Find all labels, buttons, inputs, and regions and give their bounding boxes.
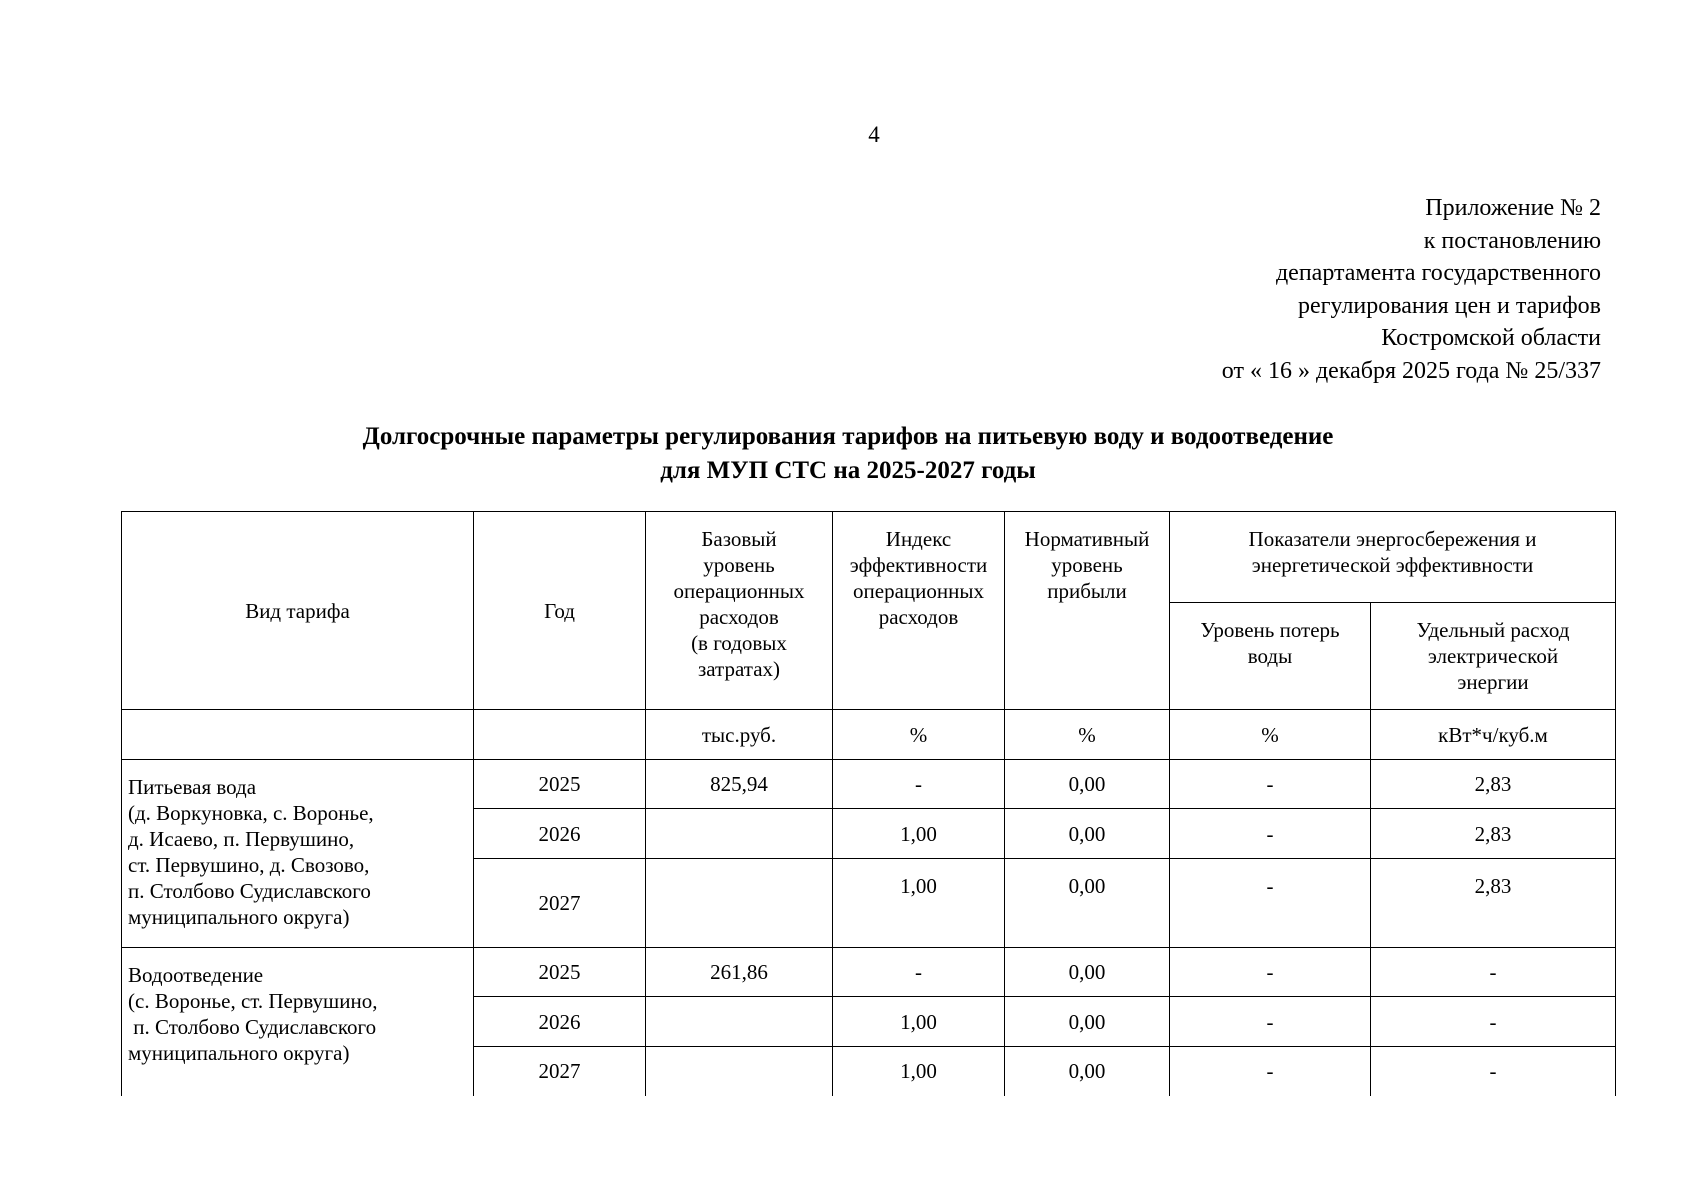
- base-level-cell: [646, 809, 833, 859]
- efficiency-index-cell: 1,00: [833, 809, 1005, 859]
- header-text-line: Уровень потерь: [1200, 618, 1340, 642]
- efficiency-index-cell: -: [833, 760, 1005, 809]
- appendix-line: Костромской области: [1381, 325, 1601, 351]
- header-base-level: [646, 512, 833, 710]
- tariff-text-line: Питьевая вода: [128, 775, 257, 799]
- profit-level-cell: 0,00: [1005, 760, 1170, 809]
- appendix-line: от « 16 » декабря 2025 года № 25/337: [1221, 357, 1601, 384]
- water-loss-cell: -: [1170, 859, 1371, 948]
- header-text-line: Базовый: [701, 527, 777, 551]
- efficiency-index-cell: -: [833, 948, 1005, 997]
- tariff-text-line: д. Исаево, п. Первушино,: [128, 827, 355, 851]
- header-efficiency-index: [833, 512, 1005, 710]
- electricity-cell: -: [1371, 997, 1616, 1047]
- title-line: Долгосрочные параметры регулирования тарифов на питьевую воду и водоотведение: [362, 423, 1334, 450]
- tariff-text-line: (с. Воронье, ст. Первушино,: [128, 989, 378, 1013]
- units-cell: [474, 710, 646, 760]
- efficiency-index-cell: 1,00: [833, 859, 1005, 948]
- header-text-line: уровень: [1051, 553, 1123, 577]
- header-text-line: прибыли: [1047, 579, 1127, 603]
- year-cell: 2027: [474, 1047, 646, 1096]
- water-loss-cell: -: [1170, 997, 1371, 1047]
- base-level-cell: 825,94: [646, 760, 833, 809]
- header-text-line: Удельный расход: [1416, 618, 1570, 642]
- tariff-text-line: муниципального округа): [128, 1041, 350, 1065]
- efficiency-index-cell: 1,00: [833, 997, 1005, 1047]
- header-text-line: Показатели энергосбережения и: [1248, 527, 1537, 551]
- water-loss-cell: -: [1170, 809, 1371, 859]
- electricity-cell: 2,83: [1371, 859, 1616, 948]
- unit-electricity: кВт*ч/куб.м: [1371, 710, 1616, 760]
- year-cell: 2026: [474, 997, 646, 1047]
- electricity-cell: -: [1371, 948, 1616, 997]
- tariff-type-cell: [122, 760, 474, 948]
- header-text-line: уровень: [703, 553, 775, 577]
- units-cell: [122, 710, 474, 760]
- header-energy-group: [1170, 512, 1616, 603]
- water-loss-cell: -: [1170, 1047, 1371, 1096]
- unit-efficiency-index: %: [833, 710, 1005, 760]
- table-row: [122, 760, 1616, 809]
- year-cell: 2026: [474, 809, 646, 859]
- tariff-text-line: Водоотведение: [128, 963, 264, 987]
- header-text-line: эффективности: [849, 553, 988, 577]
- tariff-text-line: п. Столбово Судиславского: [128, 879, 371, 903]
- tariff-type-cell: [122, 948, 474, 1096]
- units-row: [122, 710, 1616, 760]
- header-text-line: операционных: [673, 579, 805, 603]
- header-tariff-type: Вид тарифа: [122, 512, 474, 710]
- tariff-text-line: (д. Воркуновка, с. Воронье,: [128, 801, 374, 825]
- header-text-line: электрической: [1427, 644, 1559, 668]
- header-text-line: Индекс: [885, 527, 952, 551]
- header-text-line: операционных: [853, 579, 984, 603]
- header-text-line: энергетической эффективности: [1251, 553, 1534, 577]
- tariff-parameters-table: [121, 511, 1616, 1096]
- header-year: Год: [474, 512, 646, 710]
- efficiency-index-cell: 1,00: [833, 1047, 1005, 1096]
- year-cell: 2025: [474, 760, 646, 809]
- appendix-block: [1222, 192, 1601, 387]
- header-text-line: расходов: [878, 605, 959, 629]
- appendix-line: департамента государственного: [1275, 260, 1601, 286]
- header-row: [122, 512, 1616, 603]
- profit-level-cell: 0,00: [1005, 809, 1170, 859]
- profit-level-cell: 0,00: [1005, 948, 1170, 997]
- electricity-cell: 2,83: [1371, 809, 1616, 859]
- header-profit-level: [1005, 512, 1170, 710]
- electricity-cell: -: [1371, 1047, 1616, 1096]
- base-level-cell: 261,86: [646, 948, 833, 997]
- appendix-line: к постановлению: [1423, 227, 1601, 254]
- water-loss-cell: -: [1170, 760, 1371, 809]
- water-loss-cell: -: [1170, 948, 1371, 997]
- appendix-line: Приложение № 2: [1425, 195, 1601, 221]
- document-title: [0, 420, 1696, 488]
- page-number: 4: [868, 122, 880, 147]
- profit-level-cell: 0,00: [1005, 1047, 1170, 1096]
- tariff-text-line: п. Столбово Судиславского: [128, 1015, 377, 1039]
- tariff-text-line: муниципального округа): [128, 905, 350, 929]
- year-cell: 2027: [474, 859, 646, 948]
- unit-base-level: тыс.руб.: [646, 710, 833, 760]
- unit-profit-level: %: [1005, 710, 1170, 760]
- header-text-line: энергии: [1457, 670, 1529, 694]
- profit-level-cell: 0,00: [1005, 997, 1170, 1047]
- electricity-cell: 2,83: [1371, 760, 1616, 809]
- header-water-loss: [1170, 603, 1371, 710]
- header-electricity: [1371, 603, 1616, 710]
- base-level-cell: [646, 859, 833, 948]
- tariff-text-line: ст. Первушино, д. Свозово,: [128, 853, 370, 877]
- header-text-line: воды: [1247, 644, 1293, 668]
- appendix-line: регулирования цен и тарифов: [1298, 292, 1601, 319]
- table-row: [122, 948, 1616, 997]
- unit-water-loss: %: [1170, 710, 1371, 760]
- year-cell: 2025: [474, 948, 646, 997]
- title-line: для МУП СТС на 2025-2027 годы: [660, 457, 1036, 484]
- base-level-cell: [646, 1047, 833, 1096]
- base-level-cell: [646, 997, 833, 1047]
- header-text-line: расходов: [699, 605, 779, 629]
- header-text-line: (в годовых: [691, 631, 787, 655]
- header-text-line: затратах): [697, 657, 781, 681]
- profit-level-cell: 0,00: [1005, 859, 1170, 948]
- header-text-line: Нормативный: [1024, 527, 1150, 551]
